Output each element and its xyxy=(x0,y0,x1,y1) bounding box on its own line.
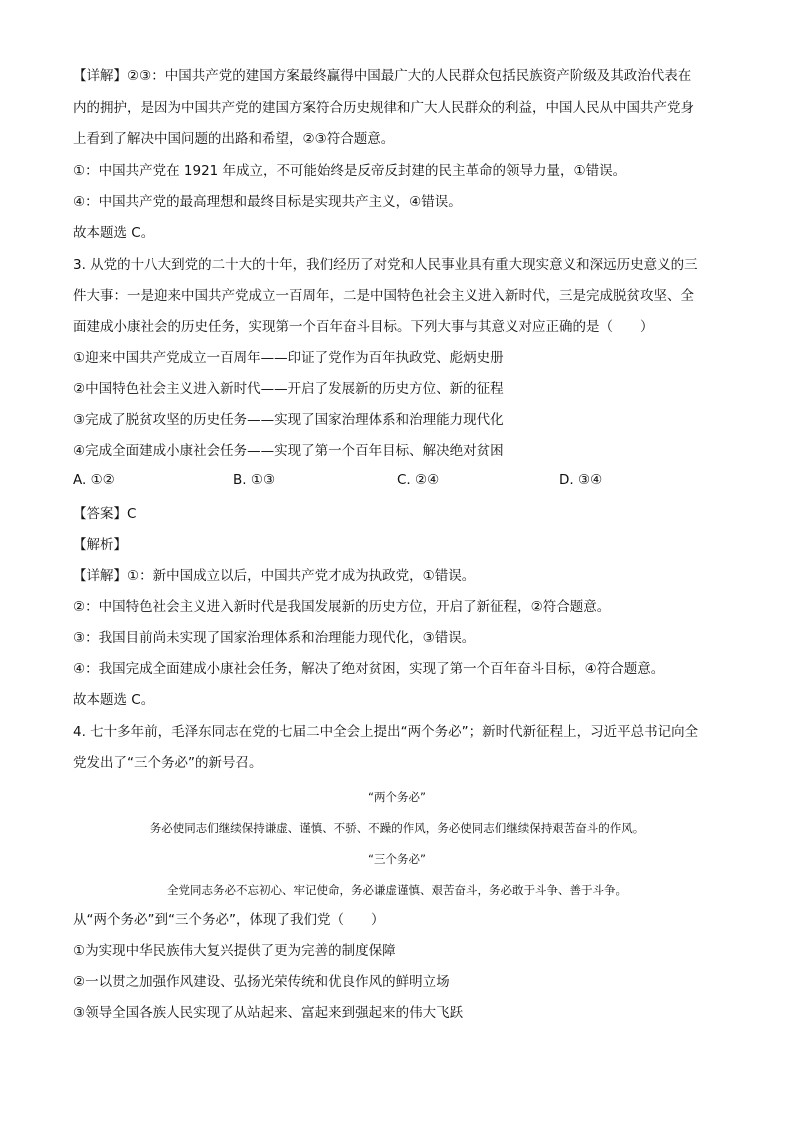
q4-statement-1: ①为实现中华民族伟大复兴提供了更为完善的制度保障 xyxy=(73,943,396,959)
q4-box-title-1: “两个务必” xyxy=(368,790,426,804)
q2-conclusion: 故本题选 C。 xyxy=(73,225,155,241)
q3-stem-line-1: 3. 从党的十八大到党的二十大的十年，我们经历了对党和人民事业具有重大现实意义和深远历史意义的三 xyxy=(73,257,698,273)
q4-box-body-2: 全党同志务必不忘初心、牢记使命，务必谦虚谨慎、艰苦奋斗，务必敢于斗争、善于斗争。 xyxy=(167,883,627,897)
q4-box-title-2: “三个务必” xyxy=(368,852,426,866)
q2-detail-line-4: ①：中国共产党在 1921 年成立，不可能始终是反帝反封建的民主革命的领导力量，①错误。 xyxy=(73,163,627,179)
q2-detail-line-5: ④：中国共产党的最高理想和最终目标是实现共产主义，④错误。 xyxy=(73,194,462,210)
q3-option-c: C. ②④ xyxy=(397,472,440,488)
q4-statement-2: ②一以贯之加强作风建设、弘扬光荣传统和优良作风的鲜明立场 xyxy=(73,974,450,990)
q3-options xyxy=(73,472,723,492)
q4-stem-line-2: 党发出了“三个务必”的新号召。 xyxy=(73,755,263,771)
q3-statement-1: ①迎来中国共产党成立一百周年——印证了党作为百年执政党、彪炳史册 xyxy=(73,350,504,366)
q3-stem-line-2: 件大事：一是迎来中国共产党成立一百周年，二是中国特色社会主义进入新时代，三是完成脱贫攻坚、全 xyxy=(73,288,694,304)
q4-question: 从“两个务必”到“三个务必”，体现了我们党（ ） xyxy=(73,912,385,928)
q3-analysis-heading: 【解析】 xyxy=(73,537,127,553)
q3-detail-4: ④：我国完成全面建成小康社会任务，解决了绝对贫困，实现了第一个百年奋斗目标，④符合题意。 xyxy=(73,661,665,677)
q4-stem-line-1: 4. 七十多年前，毛泽东同志在党的七届二中全会上提出“两个务必”；新时代新征程上，习近平总书记向全 xyxy=(73,724,699,740)
q3-detail-1: 【详解】①：新中国成立以后，中国共产党才成为执政党，①错误。 xyxy=(73,568,476,584)
q4-statement-3: ③领导全国各族人民实现了从站起来、富起来到强起来的伟大飞跃 xyxy=(73,1005,464,1021)
q3-answer: 【答案】C xyxy=(73,506,137,522)
q2-detail-line-2: 内的拥护，是因为中国共产党的建国方案符合历史规律和广大人民群众的利益，中国人民从中国共产党身 xyxy=(73,100,694,116)
q2-detail-line-1: 【详解】②③：中国共产党的建国方案最终赢得中国最广大的人民群众包括民族资产阶级及其政治代表在 xyxy=(73,68,692,84)
q3-option-b: B. ①③ xyxy=(233,472,276,488)
q4-box-body-1: 务必使同志们继续保持谦虚、谨慎、不骄、不躁的作风，务必使同志们继续保持艰苦奋斗的作风。 xyxy=(149,821,645,835)
q3-statement-4: ④完成全面建成小康社会任务——实现了第一个百年目标、解决绝对贫困 xyxy=(73,443,504,459)
q3-stem-line-3: 面建成小康社会的历史任务，实现第一个百年奋斗目标。下列大事与其意义对应正确的是（ ） xyxy=(73,319,654,335)
q3-statement-2: ②中国特色社会主义进入新时代——开启了发展新的历史方位、新的征程 xyxy=(73,381,504,397)
q3-detail-2: ②：中国特色社会主义进入新时代是我国发展新的历史方位，开启了新征程，②符合题意。 xyxy=(73,599,611,615)
q3-option-a: A. ①② xyxy=(73,472,115,488)
q3-option-d: D. ③④ xyxy=(559,472,603,488)
q3-conclusion: 故本题选 C。 xyxy=(73,692,155,708)
q3-statement-3: ③完成了脱贫攻坚的历史任务——实现了国家治理体系和治理能力现代化 xyxy=(73,412,504,428)
q2-detail-line-3: 上看到了解决中国问题的出路和希望，②③符合题意。 xyxy=(73,131,395,147)
q3-detail-3: ③：我国目前尚未实现了国家治理体系和治理能力现代化，③错误。 xyxy=(73,630,476,646)
